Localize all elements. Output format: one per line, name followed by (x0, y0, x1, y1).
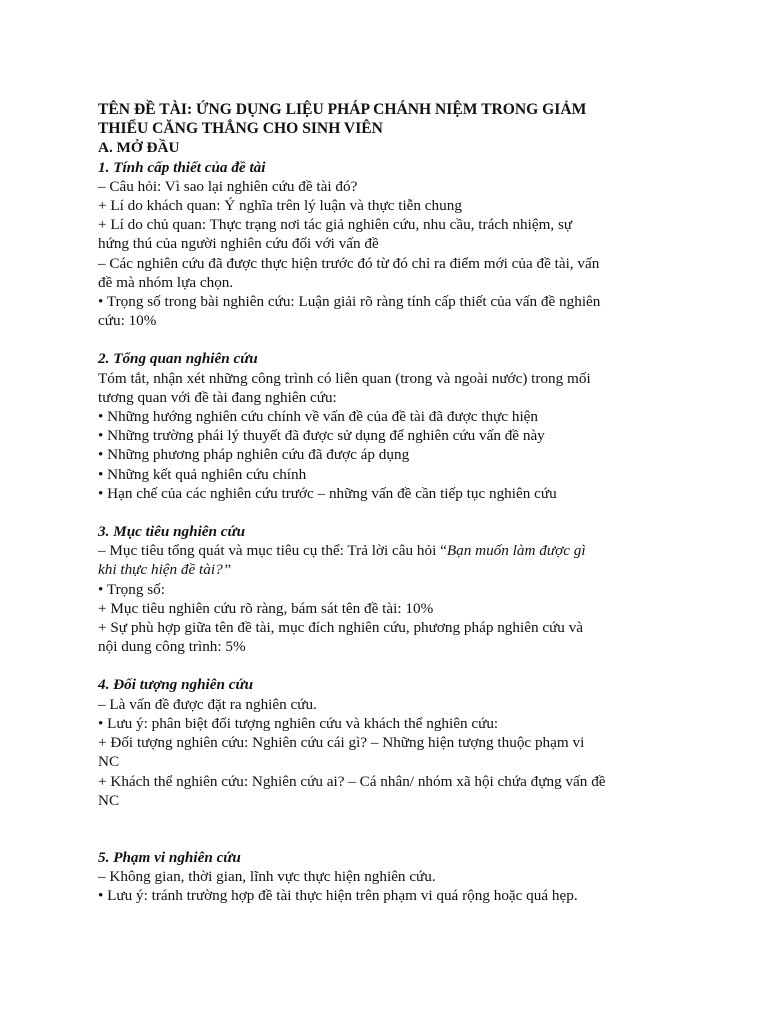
section-4-line: – Là vấn đề được đặt ra nghiên cứu. (98, 695, 317, 713)
section-3-line: nội dung công trình: 5% (98, 638, 246, 656)
section-4-line: • Lưu ý: phân biệt đối tượng nghiên cứu và khách thể nghiên cứu: (98, 714, 499, 732)
section-2-line: • Những hướng nghiên cứu chính về vấn đề của đề tài đã được thực hiện (98, 408, 538, 426)
spacer (98, 330, 658, 349)
section-3-question-line-2 (98, 560, 658, 579)
section-1-line: • Trọng số trong bài nghiên cứu: Luận giải rõ ràng tính cấp thiết của vấn đề nghiên (98, 293, 601, 311)
section-3-question-plain: – Mục tiêu tổng quát và mục tiêu cụ thể: Trả lời câu hỏi “ (98, 542, 447, 560)
section-4-line: NC (98, 791, 120, 809)
section-1-heading: 1. Tính cấp thiết của đề tài (98, 158, 266, 176)
section-1-line: + Lí do khách quan: Ý nghĩa trên lý luận và thực tiễn chung (98, 197, 462, 215)
section-2-line: • Hạn chế của các nghiên cứu trước – những vấn đề cần tiếp tục nghiên cứu (98, 484, 557, 502)
section-4-heading: 4. Đối tượng nghiên cứu (98, 676, 254, 694)
section-2-line: • Những kết quả nghiên cứu chính (98, 465, 307, 483)
section-a-heading: A. MỞ ĐẦU (98, 139, 180, 157)
section-1-line: – Các nghiên cứu đã được thực hiện trước đó từ đó chỉ ra điểm mới của đề tài, vấn (98, 254, 600, 272)
section-2-line: • Những trường phái lý thuyết đã được sử dụng để nghiên cứu vấn đề này (98, 427, 545, 445)
section-3-question-italic-2: khi thực hiện đề tài?” (98, 561, 232, 579)
section-3-question-line (98, 541, 658, 560)
section-4-line: + Đối tượng nghiên cứu: Nghiên cứu cái gì? – Những hiện tượng thuộc phạm vi (98, 734, 585, 752)
spacer (98, 503, 658, 522)
section-1-line: đề mà nhóm lựa chọn. (98, 273, 234, 291)
section-1-line: cứu: 10% (98, 312, 157, 330)
section-1-line: hứng thú của người nghiên cứu đối với vấn đề (98, 235, 379, 253)
section-3-heading: 3. Mục tiêu nghiên cứu (98, 523, 246, 541)
section-5-line: • Lưu ý: tránh trường hợp đề tài thực hiện trên phạm vi quá rộng hoặc quá hẹp. (98, 887, 578, 905)
spacer (98, 656, 658, 675)
spacer (98, 810, 658, 848)
section-2-line: Tóm tắt, nhận xét những công trình có liên quan (trong và ngoài nước) trong mối (98, 369, 591, 387)
section-3-line: • Trọng số: (98, 580, 165, 598)
document-page (98, 100, 658, 906)
section-2-line: tương quan với đề tài đang nghiên cứu: (98, 388, 337, 406)
section-4-line: NC (98, 753, 120, 771)
section-3-line: + Sự phù hợp giữa tên đề tài, mục đích nghiên cứu, phương pháp nghiên cứu và (98, 619, 584, 637)
section-1-line: + Lí do chủ quan: Thực trạng nơi tác giả nghiên cứu, nhu cầu, trách nhiệm, sự (98, 216, 573, 234)
document-title-line-1: TÊN ĐỀ TÀI: ỨNG DỤNG LIỆU PHÁP CHÁNH NIỆM TRONG GIẢM (98, 101, 587, 118)
section-3-question-italic: Bạn muốn làm được gì (446, 542, 586, 560)
section-5-heading: 5. Phạm vi nghiên cứu (98, 848, 241, 866)
section-3-line: + Mục tiêu nghiên cứu rõ ràng, bám sát tên đề tài: 10% (98, 599, 434, 617)
section-4-line: + Khách thể nghiên cứu: Nghiên cứu ai? – Cá nhân/ nhóm xã hội chứa đựng vấn đề (98, 772, 606, 790)
section-2-heading: 2. Tổng quan nghiên cứu (98, 350, 258, 368)
section-5-line: – Không gian, thời gian, lĩnh vực thực hiện nghiên cứu. (98, 868, 436, 886)
document-title-line-2: THIỂU CĂNG THẲNG CHO SINH VIÊN (98, 120, 383, 138)
section-1-line: – Câu hỏi: Vì sao lại nghiên cứu đề tài đó? (98, 177, 358, 195)
section-2-line: • Những phương pháp nghiên cứu đã được áp dụng (98, 446, 410, 464)
